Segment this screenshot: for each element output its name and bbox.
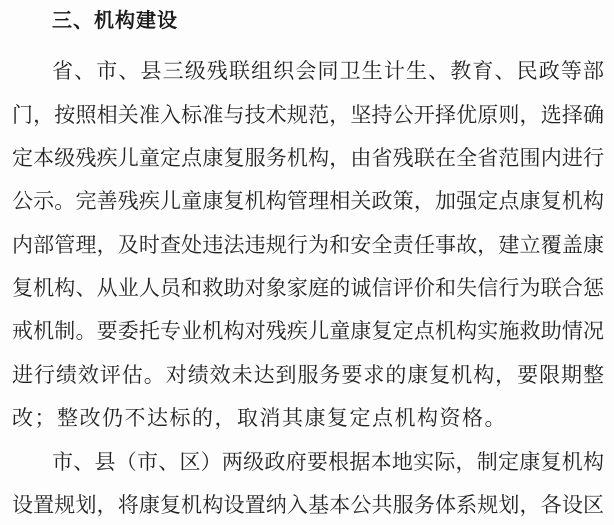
text-line: 门，按照相关准入标准与技术规范，坚持公开择优原则，选择确 bbox=[12, 103, 604, 127]
section-heading: 三、机构建设 bbox=[52, 8, 178, 32]
text-line: 设置规划，将康复机构设置纳入基本公共服务体系规划，各设区 bbox=[12, 493, 604, 517]
text-line: 公示。完善残疾儿童康复机构管理相关政策，加强定点康复机构 bbox=[12, 189, 604, 213]
text-line: 复机构、从业人员和救助对象家庭的诚信评价和失信行为联合惩 bbox=[12, 276, 604, 300]
text-line: 戒机制。要委托专业机构对残疾儿童康复定点机构实施救助情况 bbox=[12, 319, 604, 343]
text-line: 市、县（市、区）两级政府要根据本地实际，制定康复机构 bbox=[52, 450, 604, 474]
text-line: 省、市、县三级残联组织会同卫生计生、教育、民政等部 bbox=[52, 59, 604, 83]
text-line: 改；整改仍不达标的，取消其康复定点机构资格。 bbox=[12, 406, 507, 430]
text-line: 定本级残疾儿童定点康复服务机构，由省残联在全省范围内进行 bbox=[12, 146, 604, 170]
text-line: 进行绩效评估。对绩效未达到服务要求的康复机构，要限期整 bbox=[12, 363, 604, 387]
text-line: 内部管理，及时查处违法违规行为和安全责任事故，建立覆盖康 bbox=[12, 233, 604, 257]
